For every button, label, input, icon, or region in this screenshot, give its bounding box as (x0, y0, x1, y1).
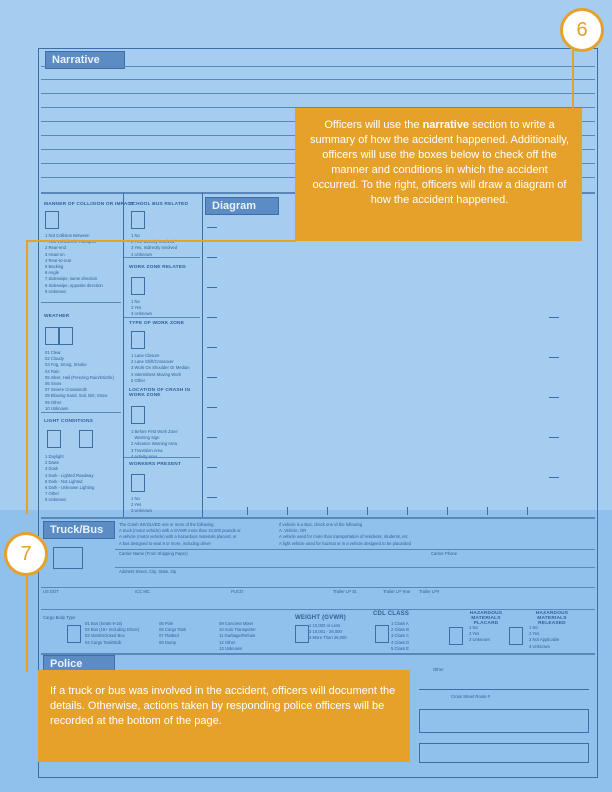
location-options: 1 Before First Work Zone Warning Sign 2 Advance Warning Area 3 Transition Area (131, 429, 178, 453)
puco-label: PUCO (231, 589, 244, 594)
weight-checkbox[interactable] (295, 625, 309, 643)
grid-tick (527, 507, 528, 515)
grid-tick (327, 507, 328, 515)
grid-tick (207, 377, 217, 378)
weather-options: 01 Clear 02 Cloudy 03 Fog, Smog, Smoke 04 Rain 05 Sleet, Hail (Freezing Rain/Drizzle) 06 Snow 07 Severe Crosswinds 08 Blowing Sand, Soil, Dirt, Snow 09 Other 10 Unknown (45, 350, 114, 411)
grid-tick (487, 507, 488, 515)
hazmat-placard-checkbox[interactable] (449, 627, 463, 645)
grid-tick (207, 287, 217, 288)
police-action-header: Police (43, 655, 115, 685)
callout-7-badge: 7 (4, 532, 48, 576)
light-checkbox[interactable] (47, 430, 61, 448)
hazmat-released-label: HAZARDOUS MATERIALS RELEASED (535, 611, 569, 626)
weight-options: 1 10,000 or Less 2 10,001 - 26,000 3 More Than 26,000 (309, 623, 347, 641)
truck-bus-intro: The Crash INVOLVED one or more of the following: A truck (motor vehicle) with a GVWR more than 10,000 pounds or A vehicle (motor vehicle) with a hazardous materials placard, or A bus designed to seat 9 or more, including driver (119, 522, 241, 546)
hazmat-placard-label: HAZARDOUS MATERIALS PLACARD (469, 611, 503, 626)
cargo-checkbox[interactable] (67, 625, 81, 643)
callout-connector (26, 240, 28, 514)
narrative-line (41, 66, 595, 67)
callout-connector (26, 240, 296, 242)
cargo-options-b: 05 Pole 06 Cargo Tank 07 Flatbed 08 Dump (159, 621, 187, 645)
grid-tick (207, 407, 217, 408)
school-bus-checkbox[interactable] (131, 211, 145, 229)
section-border (41, 517, 595, 519)
other-label: Other (433, 667, 444, 672)
section-border (41, 653, 595, 655)
grid-tick (287, 507, 288, 515)
truck-bus-header: Truck/Bus (43, 521, 115, 539)
grid-tick (367, 507, 368, 515)
truck-bus-callout: If a truck or bus was involved in the accident, officers will document the details. Otherwise, actions taken by responding police officers will be recorded at the bottom of the page. (38, 670, 410, 762)
cdl-options: 1 Class A 2 Class B 3 Class C 4 Class D 5 Class E (391, 621, 410, 651)
narrative-line (41, 79, 595, 80)
truck-bus-checkbox[interactable] (53, 547, 83, 569)
callout-connector (572, 50, 574, 110)
work-zone-checkbox[interactable] (131, 277, 145, 295)
grid-tick (549, 357, 559, 358)
grid-tick (207, 317, 217, 318)
us-dot-label: US DOT (43, 589, 59, 594)
narrative-header: Narrative (45, 51, 125, 69)
work-zone-type-checkbox[interactable] (131, 331, 145, 349)
diagram-header: Diagram (205, 197, 279, 215)
cdl-checkbox[interactable] (375, 625, 389, 643)
grid-tick (549, 317, 559, 318)
hazmat-released-checkbox[interactable] (509, 627, 523, 645)
callout-6-badge: 6 (560, 8, 604, 52)
weather-label: WEATHER (44, 314, 70, 319)
location-checkbox[interactable] (131, 406, 145, 424)
school-bus-label: SCHOOL BUS RELATED (129, 202, 189, 207)
divider (124, 257, 200, 258)
manner-of-collision-label: MANNER OF COLLISION OR IMPACT (44, 202, 135, 207)
trailer-lp-number-label: Trailer LP# (419, 589, 440, 594)
cross-street-label: Cross Street Route # (451, 694, 491, 699)
grid-tick (247, 507, 248, 515)
work-zone-options: 1 No 2 Yes 3 Unknown (131, 299, 152, 317)
divider (115, 549, 595, 550)
divider (115, 567, 595, 568)
narrative-callout (295, 108, 582, 241)
address-label: Address Street, City, State, Zip (119, 569, 177, 574)
grid-tick (549, 477, 559, 478)
light-conditions-label: LIGHT CONDITIONS (44, 419, 94, 424)
grid-tick (549, 397, 559, 398)
light-checkbox[interactable] (79, 430, 93, 448)
cross-street-field[interactable] (419, 709, 589, 733)
cargo-options-a: 01 Bus (Seats 9-15) 02 Bus (16+ Including Driver) 03 Van/Enclosed Box 04 Cargo Tank/Bulk (85, 621, 140, 645)
type-of-work-zone-label: TYPE OF WORK ZONE (129, 321, 185, 326)
police-action-field[interactable] (419, 743, 589, 763)
grid-tick (407, 507, 408, 515)
light-options: 1 Daylight 2 Dawn 3 Dusk 4 Dark - Lighted Roadway 5 Dark - Not Lighted 6 Dark - Unknown Lighting 7 Other 8 Unknown (45, 454, 95, 503)
trailer-lp-year-label: Trailer LP Year (383, 589, 411, 594)
narrative-callout-bold: narrative (422, 119, 470, 131)
manner-options: 1 Not Collision Between 2 Rear-end 3 Head-on 4 Rear-to-rear 5 Backing 6 Angle 7 Sideswipe, same direction 8 Sideswipe, opposite direction 9 Unknown (45, 233, 103, 294)
narrative-callout-text-b: section to write a summary of how the accident happened. Additionally, officers will use the boxes below to check off the manner and conditions in which the accident occurred. To the right, officers will draw a diagram of how the accident happened. (309, 119, 570, 206)
grid-tick (207, 497, 217, 498)
workers-options: 1 No 2 Yes 3 Unknown (131, 496, 152, 514)
carrier-name-label: Carrier Name (From Shipping Paper) (119, 551, 188, 556)
divider (124, 457, 200, 458)
icc-mc-label: ICC MC (135, 589, 150, 594)
narrative-line (41, 93, 595, 94)
narrative-callout-text-a: Officers will use the (324, 119, 423, 131)
cargo-body-label: Cargo Body Type (43, 615, 76, 620)
divider (41, 412, 121, 413)
divider (124, 317, 200, 318)
school-bus-options: 1 No 3 Yes, Indirectly Involved 4 Unknown (131, 233, 178, 257)
workers-checkbox[interactable] (131, 474, 145, 492)
divider (41, 587, 595, 588)
grid-tick (549, 437, 559, 438)
diagram-drawing-area[interactable] (207, 197, 559, 515)
trailer-lp-state-label: Trailer LP St. (333, 589, 358, 594)
work-zone-label: WORK ZONE RELATED (129, 265, 186, 270)
weather-checkbox[interactable] (45, 327, 59, 345)
divider (41, 609, 595, 610)
hazmat-placard-options: 1 No 2 Yes 3 Unknown (469, 625, 490, 643)
truck-bus-side-text: If vehicle is a Bus, check one of the following A. Vehicle, OR A vehicle used for more than transportation of residents, students, etc A light vehicle used for hazmat or in a vehicle designed to be placarded (279, 522, 411, 546)
work-zone-type-options: 1 Lane Closure 2 Lane Shift/Crossover 3 Work On Shoulder Or Median 4 Intermittent Moving Work 5 Other (131, 353, 190, 383)
divider (41, 302, 121, 303)
grid-tick (447, 507, 448, 515)
grid-tick (207, 467, 217, 468)
weight-label: WEIGHT (GVWR) (295, 615, 346, 621)
hazmat-released-options: 1 No 2 Yes 3 Not Applicable 4 Unknown (529, 625, 560, 649)
callout-connector (26, 568, 28, 672)
field-line (419, 689, 589, 690)
location-in-work-zone-label: LOCATION OF CRASH IN WORK ZONE (129, 388, 191, 398)
grid-tick (207, 227, 217, 228)
grid-tick (207, 437, 217, 438)
workers-present-label: WORKERS PRESENT (129, 462, 182, 467)
grid-tick (207, 347, 217, 348)
cargo-options-c: 09 Concrete Mixer 10 Auto Transporter 11 Garbage/Refuse 12 Other 13 Unknown (219, 621, 256, 651)
grid-tick (207, 257, 217, 258)
manner-checkbox[interactable] (45, 211, 59, 229)
cdl-class-label: CDL CLASS (373, 611, 410, 617)
carrier-phone-label: Carrier Phone (431, 551, 458, 556)
weather-checkbox[interactable] (59, 327, 73, 345)
